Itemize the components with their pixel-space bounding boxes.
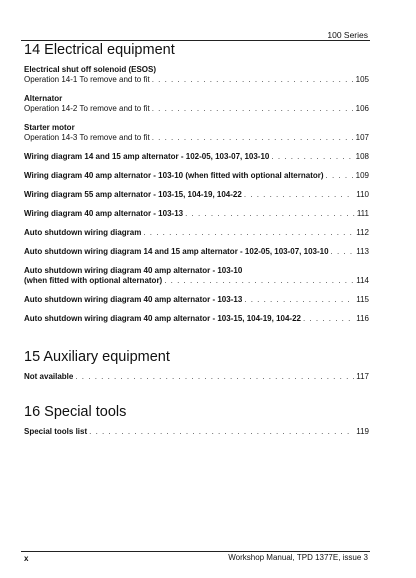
leader-dots	[244, 190, 354, 200]
leader-dots	[244, 295, 354, 305]
page-number: 110	[356, 190, 369, 199]
entry-text: Wiring diagram 40 amp alternator - 103-10 (when fitted with optional alternator)	[24, 171, 324, 180]
leader-dots	[326, 171, 354, 181]
entry-heading: Alternator	[24, 94, 63, 103]
section-title-14: 14 Electrical equipment	[24, 42, 175, 58]
toc-entry[interactable]	[24, 171, 369, 181]
entry-text: Auto shutdown wiring diagram 40 amp alternator - 103-15, 104-19, 104-22	[24, 314, 301, 323]
toc-entry[interactable]	[24, 314, 369, 324]
entry-text-line1: Auto shutdown wiring diagram 40 amp alternator - 103-10	[24, 266, 243, 275]
entry-text: Wiring diagram 40 amp alternator - 103-13	[24, 209, 184, 218]
leader-dots	[152, 133, 354, 143]
leader-dots	[75, 372, 354, 382]
toc-entry[interactable]	[24, 372, 369, 382]
entry-text: Not available	[24, 372, 74, 381]
toc-entry[interactable]	[24, 266, 369, 286]
leader-dots	[164, 276, 354, 286]
toc-entry[interactable]	[24, 295, 369, 305]
page-number: 117	[356, 372, 369, 381]
leader-dots	[271, 152, 353, 162]
entry-heading: Starter motor	[24, 123, 75, 132]
toc-entry[interactable]	[24, 427, 369, 437]
leader-dots	[143, 228, 354, 238]
page-number: 116	[356, 314, 369, 323]
toc-entry[interactable]	[24, 209, 369, 219]
leader-dots	[331, 247, 355, 257]
page-number: 115	[356, 295, 369, 304]
entry-text: Wiring diagram 14 and 15 amp alternator - 102-05, 103-07, 103-10	[24, 152, 270, 161]
page-number: 106	[355, 104, 369, 113]
leader-dots	[152, 75, 354, 85]
section-16-entries	[24, 427, 369, 437]
page-number: 105	[355, 75, 369, 84]
leader-dots	[152, 104, 354, 114]
footer-manual-info: Workshop Manual, TPD 1377E, issue 3	[228, 553, 368, 562]
entry-text: Wiring diagram 55 amp alternator - 103-15, 104-19, 104-22	[24, 190, 242, 199]
page-number: 113	[356, 247, 369, 256]
leader-dots	[89, 427, 354, 437]
leader-dots	[303, 314, 354, 324]
section-title-16: 16 Special tools	[24, 404, 127, 420]
toc-content	[24, 42, 369, 446]
page-number: 119	[356, 427, 369, 436]
toc-entry[interactable]	[24, 94, 369, 114]
header-rule	[21, 40, 370, 41]
page-number: 109	[355, 171, 369, 180]
entry-text: Special tools list	[24, 427, 88, 436]
footer-page-label: x	[24, 554, 29, 563]
entry-text: Auto shutdown wiring diagram	[24, 228, 142, 237]
entry-text: Auto shutdown wiring diagram 40 amp alternator - 103-13	[24, 295, 243, 304]
page-number: 107	[355, 133, 369, 142]
page-number: 111	[356, 209, 369, 218]
toc-entry[interactable]	[24, 190, 369, 200]
toc-entry[interactable]	[24, 247, 369, 257]
entry-text: Operation 14-1 To remove and to fit	[24, 75, 150, 84]
entry-text: (when fitted with optional alternator)	[24, 276, 163, 285]
section-14-entries	[24, 65, 369, 324]
page-number: 108	[355, 152, 369, 161]
toc-entry[interactable]	[24, 228, 369, 238]
toc-entry[interactable]	[24, 152, 369, 162]
entry-text: Operation 14-3 To remove and to fit	[24, 133, 150, 142]
leader-dots	[185, 209, 355, 219]
entry-heading: Electrical shut off solenoid (ESOS)	[24, 65, 157, 74]
section-15-entries	[24, 372, 369, 382]
footer-rule	[21, 551, 370, 552]
entry-text: Operation 14-2 To remove and to fit	[24, 104, 150, 113]
entry-text: Auto shutdown wiring diagram 14 and 15 amp alternator - 102-05, 103-07, 103-10	[24, 247, 329, 256]
page-number: 112	[356, 228, 369, 237]
section-title-15: 15 Auxiliary equipment	[24, 349, 170, 365]
toc-entry[interactable]	[24, 123, 369, 143]
page-number: 114	[356, 276, 369, 285]
toc-entry[interactable]	[24, 65, 369, 85]
series-label: 100 Series	[327, 30, 368, 40]
